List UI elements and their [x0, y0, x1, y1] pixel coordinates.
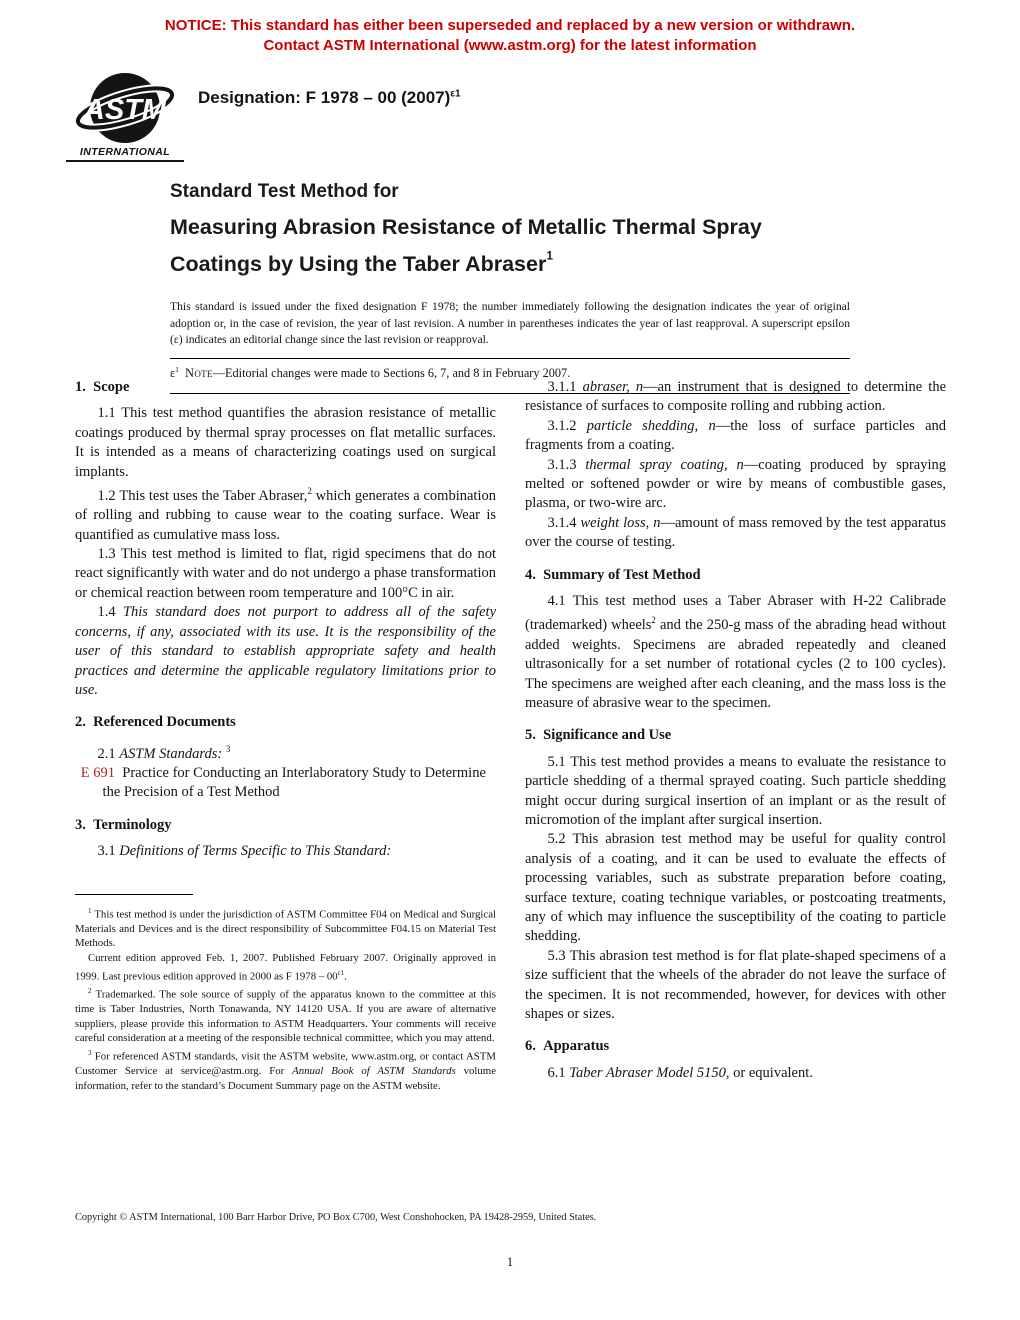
editorial-note-label: Note: [185, 365, 213, 380]
footnote-2-marker: 2: [87, 986, 92, 995]
paragraph-5-2: 5.2 This abrasion test method may be useful for quality control analysis of a coating, and it can be used to evaluate the effects of processing variables, such as substrate preparation before coating, surface texture, coating technique variables, or postcoating treatments, any of which may influence the susceptibility of the coating to particle shedding.: [525, 831, 946, 945]
term-thermal-spray-coating: thermal spray coating, n: [585, 456, 744, 473]
paragraph-3-1-2-text: —the loss of surface particles and fragments from a coating.: [525, 417, 947, 454]
paragraph-1-4-text: This standard does not purport to address all of the safety concerns, if any, associated with its use. It is the responsibility of the user of this standard to establish appropriate safety and health practices and determine the applicable regulatory limitations prior to use.: [75, 604, 497, 698]
astm-logo-international-label: INTERNATIONAL: [66, 146, 184, 162]
title-block: [170, 168, 850, 394]
paragraph-3-1-4-number: 3.1.4: [547, 514, 581, 531]
paragraph-1-2-text-a: 1.2 This test uses the Taber Abraser,: [97, 487, 308, 504]
footnote-ref-3: 3: [225, 743, 231, 754]
footnote-3-book-title: Annual Book of ASTM Standards: [292, 1064, 456, 1077]
paragraph-2-1: [75, 740, 496, 764]
editorial-note-superscript: 1: [175, 364, 179, 374]
designation: [198, 70, 461, 108]
paragraph-3-1-number: 3.1: [97, 843, 120, 860]
paragraph-3-1-1-number: 3.1.1: [547, 379, 583, 395]
footnote-ref-2: 2: [307, 486, 312, 497]
astm-logo-icon: [73, 70, 177, 150]
footnote-1-marker: 1: [87, 906, 92, 915]
term-particle-shedding: particle shedding, n: [586, 417, 716, 434]
footnote-1-edition: [75, 951, 496, 984]
paragraph-6-1: [525, 1064, 946, 1083]
issued-statement: This standard is issued under the fixed designation F 1978; the number immediately following the designation indicates the year of original adoption or, in the case of revision, the year of last revision. A number in parentheses indicates the year of last reapproval. A superscript epsilon (ε) indicates an editorial change since the last revision or reapproval.: [170, 300, 850, 347]
paragraph-3-1-4-text: —amount of mass removed by the test apparatus over the course of testing.: [525, 514, 946, 551]
section-heading-terminology: 3. Terminology: [75, 816, 172, 833]
paragraph-1-2-text-b: which generates a combination of rolling and rubbing to cause wear to the coating surface. Wear is quantified as cumulative mass loss.: [75, 487, 496, 543]
astm-logo-text: ASTM: [83, 94, 167, 126]
paragraph-6-1-model: Taber Abraser Model 5150: [569, 1064, 726, 1081]
footnote-1-text: This test method is under the jurisdiction of ASTM Committee F04 on Medical and Surgical Materials and Devices and is the direct responsibility of Subcommittee F04.15 on Material Test Methods.: [75, 908, 496, 950]
paragraph-5-1: 5.1 This test method provides a means to evaluate the resistance to particle shedding of a thermal sprayed coating. Such particle shedding might occur during surgical insertion of an implant or as the result of micromotion of the implant after surgical insertion.: [525, 753, 946, 828]
body-columns: [75, 378, 947, 1093]
paragraph-5-3: 5.3 This abrasion test method is for flat plate-shaped specimens of a size sufficient that the wheels of the abrader do not leave the surface of the specimen. It is not recommended, however, for devices with other shapes or sizes.: [525, 947, 946, 1023]
footnote-1: [75, 904, 496, 951]
paragraph-2-1-number: 2.1: [97, 745, 120, 762]
footnote-ref-2-summary: 2: [651, 615, 656, 626]
paragraph-3-1-2-number: 3.1.2: [547, 417, 587, 434]
section-heading-summary: 4. Summary of Test Method: [525, 566, 701, 583]
paragraph-1-3: 1.3 This test method is limited to flat, rigid specimens that do not react significantly with water and do not undergo a phase transformation or chemical reaction between room temperature and 100°C in air.: [75, 546, 496, 601]
footnote-2: [75, 984, 496, 1046]
paragraph-6-1-number: 6.1: [547, 1064, 570, 1081]
title-line-1: Standard Test Method for: [170, 181, 399, 202]
section-heading-referenced-documents: 2. Referenced Documents: [75, 714, 236, 731]
reference-e691-code: E 691: [80, 764, 116, 781]
paragraph-4-1-text-b: and the 250-g mass of the abrading head without added weights. Specimens are abraded repeatedly and cleaned ultrasonically for a set number of rotational cycles (2 to 100 cycles). The specimens are weighed after each cleaning, and the mass loss is the measure of abrasive wear to the specimen.: [525, 617, 946, 711]
astm-logo: [66, 70, 184, 162]
footnote-divider: [75, 894, 193, 895]
designation-text: Designation: F 1978 – 00 (2007): [198, 88, 451, 107]
footnotes: [75, 894, 496, 1094]
paragraph-2-1-text: ASTM Standards:: [119, 745, 223, 762]
notice-banner: [0, 16, 1020, 56]
paragraph-3-1-3-number: 3.1.3: [547, 456, 586, 473]
paragraph-3-1-2: [525, 417, 946, 456]
footnote-3-marker: 3: [87, 1048, 92, 1057]
header: [66, 70, 461, 162]
footnote-3: [75, 1046, 496, 1093]
title-footnote-ref: 1: [546, 248, 554, 263]
reference-e691-title: Practice for Conducting an Interlaboratory Study to Determine the Precision of a Test Method: [102, 764, 486, 801]
footnote-3-text-b: volume information, refer to the standard’s Document Summary page on the ASTM website.: [75, 1064, 497, 1092]
notice-line-1: NOTICE: This standard has either been superseded and replaced by a new version or withdrawn.: [164, 17, 856, 34]
paragraph-1-4-number: 1.4: [97, 604, 123, 621]
page-number: 1: [506, 1255, 514, 1269]
section-heading-apparatus: 6. Apparatus: [525, 1038, 610, 1055]
right-column: [525, 378, 946, 1093]
paragraph-6-1-rest: , or equivalent.: [725, 1064, 813, 1081]
paragraph-3-1: [75, 842, 496, 861]
page-title: [170, 168, 850, 279]
paragraph-1-4: [75, 603, 496, 700]
footnote-1-edition-superscript: ε1: [337, 968, 345, 977]
section-heading-scope: 1. Scope: [75, 379, 130, 395]
term-weight-loss: weight loss, n: [580, 514, 661, 531]
footnote-3-text-a: For referenced ASTM standards, visit the ASTM website, www.astm.org, or contact ASTM Customer Service at service@astm.org. For: [75, 1050, 496, 1077]
paragraph-1-1: 1.1 This test method quantifies the abrasion resistance of metallic coatings produced by thermal spray processes on flat metallic surfaces. It is intended as a means of characterizing coatings used on surgical implants.: [75, 405, 496, 480]
paragraph-3-1-3: [525, 456, 946, 514]
title-line-3: Coatings by Using the Taber Abraser: [170, 252, 547, 276]
paragraph-4-1-text-a: 4.1 This test method uses a Taber Abraser with H-22 Calibrade (trademarked) wheels: [525, 593, 946, 634]
reference-e691: [75, 764, 496, 803]
left-column: [75, 378, 496, 1093]
designation-superscript: ε1: [450, 88, 461, 100]
footnote-2-text: Trademarked. The sole source of supply of the apparatus known to the committee at this time is Taber Industries, North Tonawanda, NY 14120 USA. If you are aware of alternative suppliers, please provide this information to ASTM Headquarters. Your comments will receive careful consideration at a meeting of the responsible technical committee, which you may attend.: [75, 988, 496, 1045]
paragraph-3-1-4: [525, 514, 946, 553]
paragraph-1-2: [75, 482, 496, 545]
footnote-1-edition-period: .: [344, 970, 347, 983]
paragraph-4-1: [525, 592, 946, 713]
paragraph-3-1-text: Definitions of Terms Specific to This Standard:: [119, 843, 392, 860]
copyright-line: Copyright © ASTM International, 100 Barr Harbor Drive, PO Box C700, West Conshohocken, PA 19428-2959, United States.: [75, 1212, 597, 1223]
notice-line-2: Contact ASTM International (www.astm.org) for the latest information: [263, 37, 757, 54]
editorial-note-epsilon: ε: [170, 365, 176, 380]
term-abraser: abraser, n: [582, 379, 644, 395]
paragraph-3-1-1: [525, 378, 946, 417]
section-heading-significance: 5. Significance and Use: [525, 727, 672, 744]
paragraph-3-1-3-text: —coating produced by spraying melted or softened powder or wire by means of combustible gases, plasma, or two-wire arc.: [525, 456, 947, 512]
paragraph-3-1-1-text: —an instrument that is designed to determine the resistance of surfaces to composite rolling and rubbing action.: [525, 379, 947, 415]
editorial-note-text: —Editorial changes were made to Sections 6, 7, and 8 in February 2007.: [212, 365, 571, 380]
title-line-2: Measuring Abrasion Resistance of Metallic Thermal Spray: [170, 215, 762, 239]
footnote-1-edition-text: Current edition approved Feb. 1, 2007. Published February 2007. Originally approved in 1999. Last previous edition approved in 2000 as F 1978 – 00: [75, 951, 496, 983]
